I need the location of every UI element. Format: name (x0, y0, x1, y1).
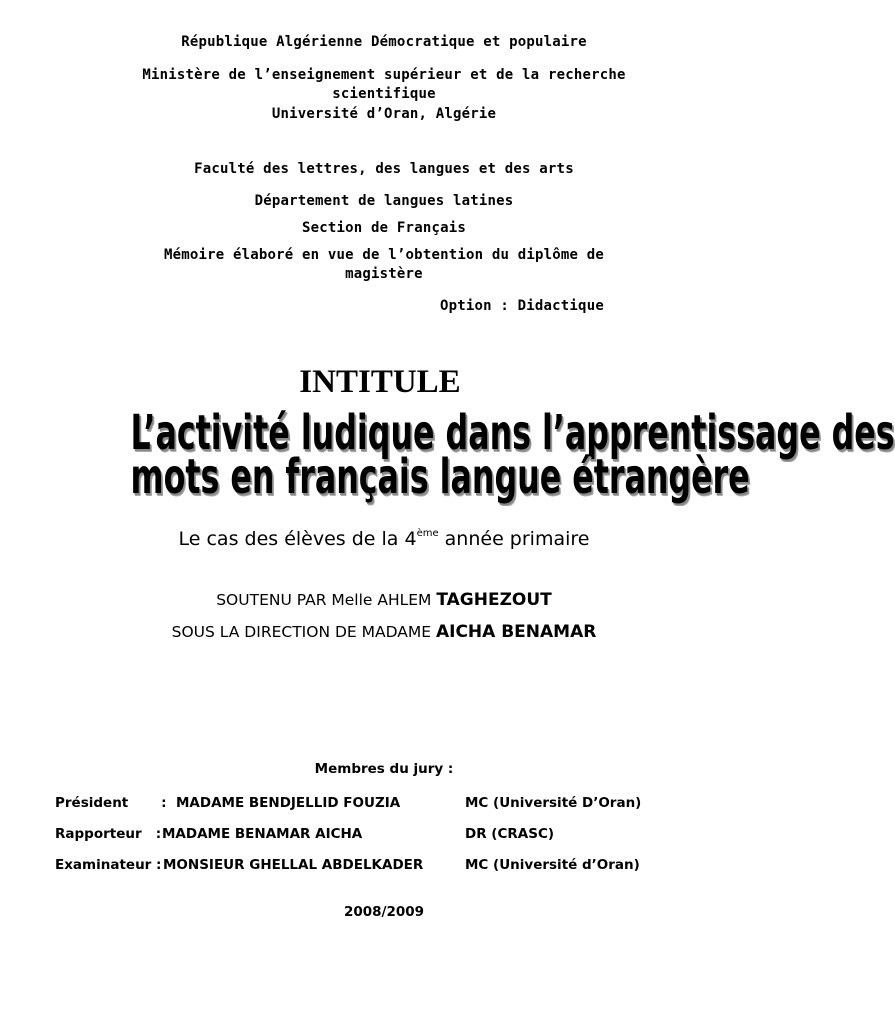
academic-year: 2008/2009 (343, 904, 425, 920)
ministry-line-2: scientifique (332, 86, 436, 102)
ministry-line-1: Ministère de l’enseignement supérieur et de la recherche (142, 67, 626, 83)
jury-heading: Membres du jury : (314, 761, 454, 777)
jury-role-president: Président : (55, 795, 167, 811)
jury-role-examinateur: Examinateur : (55, 857, 162, 873)
subtitle-superscript: ème (416, 528, 439, 539)
option-line: Option : Didactique (440, 298, 604, 314)
director-name: AICHA BENAMAR (435, 622, 597, 642)
author-prefix: SOUTENU PAR Melle AHLEM (216, 591, 437, 609)
jury-affiliation-examinateur: MC (Université d’Oran) (465, 857, 640, 873)
jury-name-president: MADAME BENDJELLID FOUZIA (176, 795, 401, 811)
jury-name-examinateur: MONSIEUR GHELLAL ABDELKADER (163, 857, 424, 873)
jury-role-rapporteur: Rapporteur : (55, 826, 162, 842)
jury-name-rapporteur: MADAME BENAMAR AICHA (162, 826, 363, 842)
author-name: TAGHEZOUT (436, 590, 552, 610)
subtitle-after: année primaire (438, 528, 590, 550)
thesis-subtitle (0, 528, 768, 550)
subtitle-before: Le cas des élèves de la 4 (178, 528, 417, 550)
jury-affiliation-rapporteur: DR (CRASC) (465, 826, 555, 842)
intitule-label: INTITULE (299, 364, 461, 400)
republic-line: République Algérienne Démocratique et populaire (181, 34, 587, 50)
director-line (0, 622, 768, 642)
department-line: Département de langues latines (254, 193, 514, 209)
director-prefix: SOUS LA DIRECTION DE MADAME (171, 623, 436, 641)
thesis-title-line-2: mots en français langue étrangère (130, 449, 750, 505)
author-line (0, 590, 768, 610)
university-line: Université d’Oran, Algérie (271, 106, 497, 122)
thesis-title-line-1: L’activité ludique dans l’apprentissage des (130, 405, 895, 461)
memoire-line-1: Mémoire élaboré en vue de l’obtention du diplôme de (163, 247, 605, 263)
section-line: Section de Français (302, 220, 466, 236)
memoire-line-2: magistère (345, 266, 423, 282)
faculty-line: Faculté des lettres, des langues et des arts (194, 161, 574, 177)
jury-affiliation-president: MC (Université D’Oran) (465, 795, 642, 811)
